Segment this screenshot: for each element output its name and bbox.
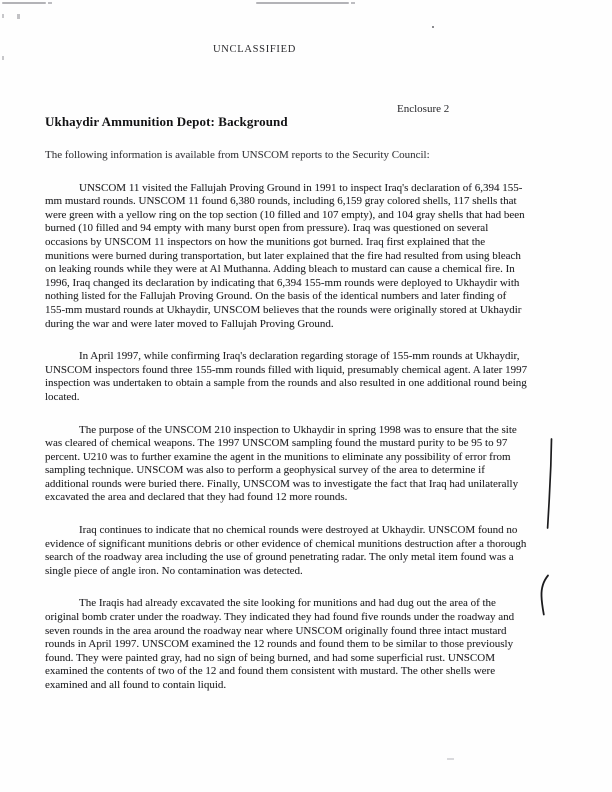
paragraph-fallujah-declaration: UNSCOM 11 visited the Fallujah Proving Ground in 1991 to inspect Iraq's declaration of 6,394 155-mm mustard rounds. UNSCOM 11 found 6,380 rounds, including 6,159 gray colored shells, 117 shells that were green with a yellow ring on the top section (10 filled and 107 empty), and 104 gray shells that had been burned (10 filled and 94 empty with many burst open from pressure). Iraq was questioned on several occasions by UNSCOM 11 inspectors on how the munitions got burned. Iraq first explained that the munitions were burned during transportation, but later explained that the fire had resulted from using bleach on leaking rounds while they were at Al Muthanna. Adding bleach to mustard can cause a chemical fire. In 1996, Iraq changed its declaration by indicating that 6,394 155-mm rounds were deployed to Ukhaydir with nothing listed for the Fallujah Proving Ground. On the basis of the identical numbers and later finding of 155-mm mustard rounds at Ukhaydir, UNSCOM believes that the rounds were originally stored at Ukhaydir during the war and were later moved to Fallujah Proving Ground. — [45, 181, 525, 330]
margin-pen-bracket-icon — [537, 574, 551, 616]
margin-pen-line-icon — [545, 438, 553, 529]
scan-artifact-bar-left — [2, 2, 46, 4]
enclosure-label: Enclosure 2 — [397, 103, 450, 115]
paragraph-april-1997-inspection: In April 1997, while confirming Iraq's declaration regarding storage of 155-mm rounds at Ukhaydir, UNSCOM inspectors found three 155-mm rounds filled with liquid, presumably chemical agent. A later 1997 inspection was undertaken to obtain a sample from the rounds and also resulted in one additional round being located. — [45, 350, 528, 403]
paragraph-no-destruction-evidence: Iraq continues to indicate that no chemical rounds were destroyed at Ukhaydir. UNSCOM found no evidence of significant munitions debris or other evidence of chemical munitions destruction after a thorough search of the roadway area including the use of ground penetrating radar. The only metal item found was a single piece of angle iron. No contamination was detected. — [45, 524, 527, 577]
intro-line: The following information is available from UNSCOM reports to the Security Council: — [45, 149, 430, 161]
scan-speck — [447, 758, 454, 760]
paragraph-unscom-210-purpose: The purpose of the UNSCOM 210 inspection to Ukhaydir in spring 1998 was to ensure that the site was cleared of chemical weapons. The 1997 UNSCOM sampling found the mustard purity to be 95 to 97 percent. U210 was to further examine the agent in the munitions to eliminate any possibility of error from sampling technique. UNSCOM was also to perform a geophysical survey of the area to determine if additional rounds were buried there. Finally, UNSCOM was to investigate the fact that Iraq had unilaterally excavated the area and declared that they had found 12 more rounds. — [45, 423, 519, 504]
scan-speck — [48, 2, 52, 4]
paragraph-iraqi-excavation: The Iraqis had already excavated the site looking for munitions and had dug out the area of the original bomb crater under the roadway. They indicated they had found five rounds under the roadway and seven rounds in the area around the roadway near where UNSCOM originally found three intact mustard rounds in April 1997. UNSCOM examined the 12 rounds and found them to be similar to those previously found. They were painted gray, had no sign of being burned, and had some superficial rust. UNSCOM examined the contents of two of the 12 and found them consistent with mustard. The other shells were examined and all found to contain liquid. — [45, 597, 515, 691]
scan-speck — [2, 56, 4, 60]
scan-speck — [351, 2, 355, 4]
scan-speck — [2, 14, 4, 18]
scan-speck — [17, 14, 20, 19]
document-title: Ukhaydir Ammunition Depot: Background — [45, 114, 288, 129]
scan-artifact-bar-middle — [256, 2, 349, 4]
scan-speck — [432, 26, 434, 28]
document-body — [45, 149, 528, 693]
classification-header: UNCLASSIFIED — [212, 44, 297, 55]
